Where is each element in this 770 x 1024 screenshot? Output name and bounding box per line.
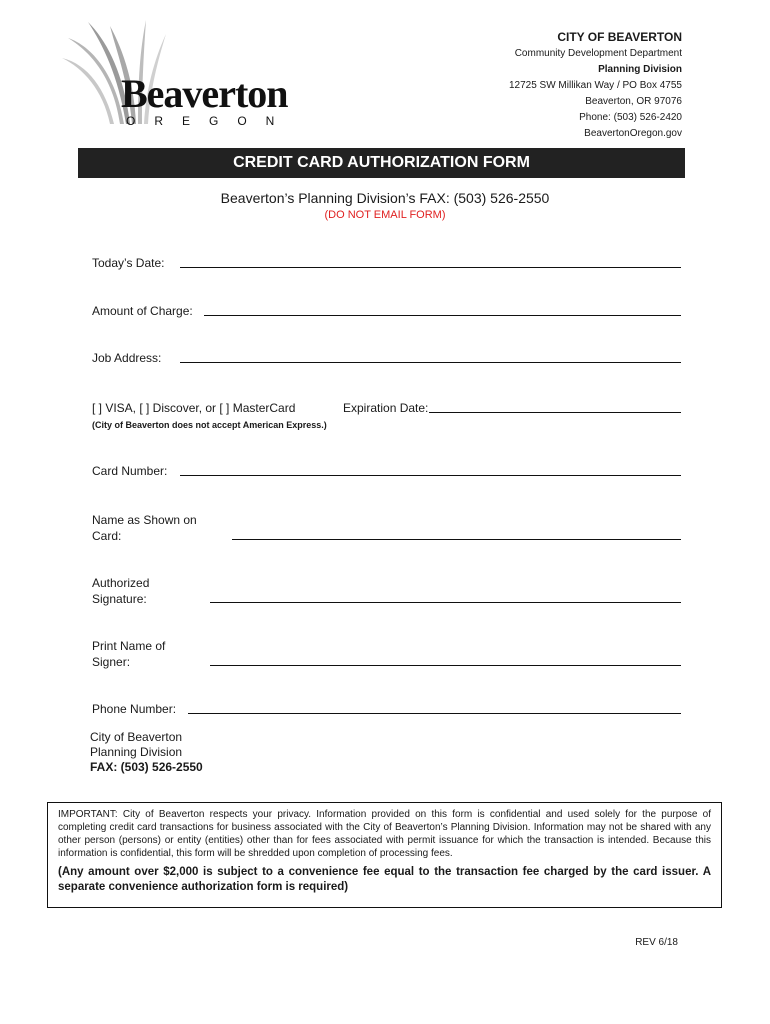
signature-label [92,575,149,607]
todays-date-line[interactable] [180,267,681,268]
phone-label: Phone Number: [92,702,177,716]
todays-date-label: Today’s Date: [92,256,165,270]
print-name-label-line1: Print Name of [92,639,166,653]
name-on-card-label-line1: Name as Shown on [92,513,197,527]
amount-label: Amount of Charge: [92,304,193,318]
signature-label-line1: Authorized [92,576,150,590]
expiration-line[interactable] [429,412,681,413]
signature-label-line2: Signature: [92,592,147,606]
print-name-label [92,638,165,670]
logo-wordmark: Beaverton [121,71,288,116]
expiration-label: Expiration Date: [343,401,429,415]
phone-line[interactable] [188,713,681,714]
amex-note: (City of Beaverton does not accept American Express.) [92,420,327,430]
header-phone: Phone: (503) 526-2420 [579,112,682,123]
job-address-label: Job Address: [92,351,162,365]
card-type-options[interactable]: [ ] VISA, [ ] Discover, or [ ] MasterCard [92,401,296,415]
footer-division: Planning Division [90,745,183,759]
name-on-card-label-line2: Card: [92,529,122,543]
convenience-fee-notice: (Any amount over $2,000 is subject to a convenience fee equal to the transaction fee charged by the card issuer. A separate convenience authorization form is required) [58,866,711,893]
header-department: Community Development Department [514,48,682,59]
job-address-line[interactable] [180,362,681,363]
no-email-notice: (DO NOT EMAIL FORM) [324,209,446,221]
header-city-state: Beaverton, OR 97076 [585,96,682,107]
header-address: 12725 SW Millikan Way / PO Box 4755 [508,80,682,91]
footer-city: City of Beaverton [90,730,183,744]
name-on-card-label [92,512,197,544]
header-city: CITY OF BEAVERTON [557,30,682,44]
amount-line[interactable] [204,315,681,316]
logo-state: OREGON [126,114,294,128]
form-title: CREDIT CARD AUTHORIZATION FORM [78,148,685,178]
name-on-card-line[interactable] [232,539,681,540]
revision-label: REV 6/18 [635,937,678,948]
card-number-label: Card Number: [92,464,168,478]
beaverton-logo [58,20,298,130]
header-division: Planning Division [598,64,682,75]
fax-line: Beaverton’s Planning Division’s FAX: (503) 526-2550 [220,190,550,206]
header-website: BeavertonOregon.gov [584,128,682,139]
privacy-notice-text: IMPORTANT: City of Beaverton respects your privacy. Information provided on this form is confidential and used solely for the purpose of completing credit card transactions for business associated with the City of Beaverton’s Planning Division. Information may not be shared with any other person (persons) or entity (entities) other than for fees associated with permit issuance for which the transaction is intended. Because this information is confidential, this form will be shredded upon completion of processing fees. [58,809,711,859]
card-number-line[interactable] [180,475,681,476]
footer-fax: FAX: (503) 526-2550 [90,760,203,774]
footer-contact [90,730,203,775]
print-name-label-line2: Signer: [92,655,131,669]
header-contact-block [509,28,682,142]
print-name-line[interactable] [210,665,681,666]
signature-line[interactable] [210,602,681,603]
privacy-notice-box [47,802,722,908]
